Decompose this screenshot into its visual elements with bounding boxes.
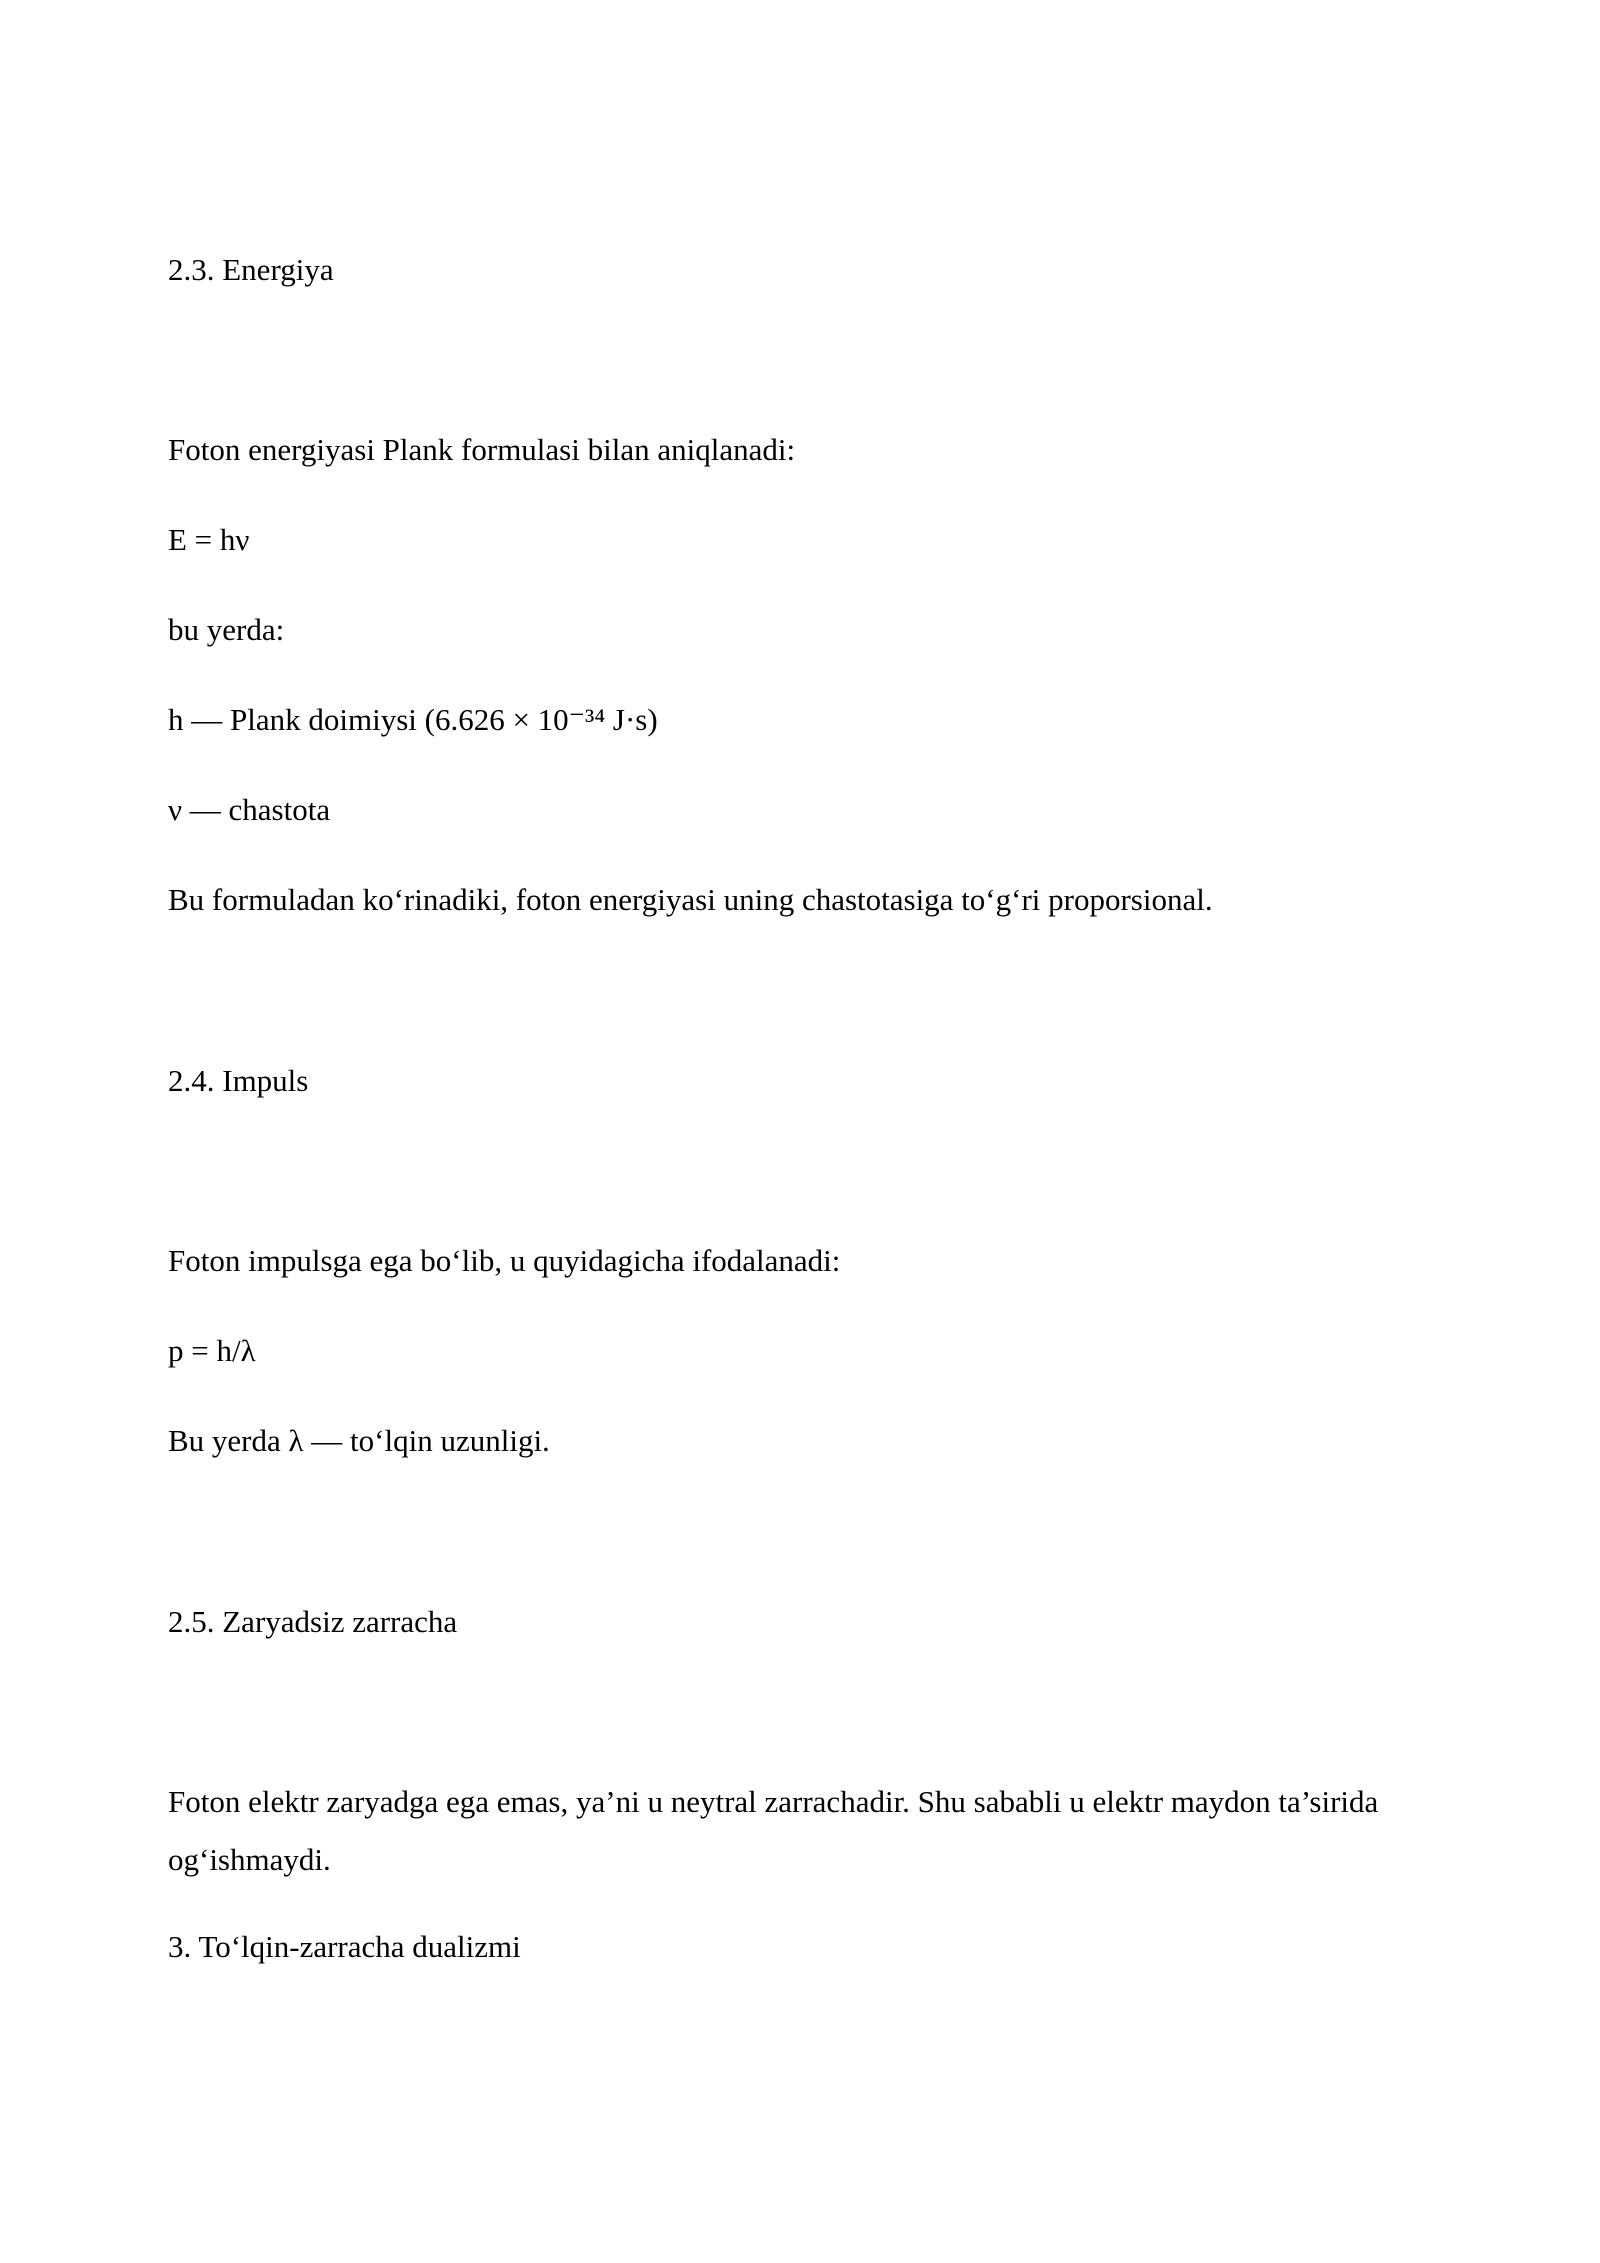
definition-wavelength: Bu yerda λ — to‘lqin uzunligi. bbox=[168, 1423, 550, 1458]
paragraph-energy-conclusion: Bu formuladan ko‘rinadiki, foton energiyasi uning chastotasiga to‘g‘ri proporsional. bbox=[168, 882, 1213, 917]
paragraph-energy-intro: Foton energiyasi Plank formulasi bilan aniqlanadi: bbox=[168, 432, 796, 467]
paragraph-impulse-intro: Foton impulsga ega bo‘lib, u quyidagicha ifodalanadi: bbox=[168, 1243, 841, 1278]
section-heading-energy: 2.3. Energiya bbox=[168, 252, 334, 287]
section-heading-duality: 3. To‘lqin-zarracha dualizmi bbox=[168, 1929, 521, 1964]
paragraph-where: bu yerda: bbox=[168, 612, 285, 647]
formula-energy: E = hν bbox=[168, 522, 250, 557]
definition-planck-constant: h — Plank doimiysi (6.626 × 10⁻³⁴ J·s) bbox=[168, 702, 658, 737]
definition-frequency: ν — chastota bbox=[168, 792, 331, 827]
section-heading-chargeless: 2.5. Zaryadsiz zarracha bbox=[168, 1604, 458, 1639]
paragraph-chargeless: Foton elektr zaryadga ega emas, ya’ni u neytral zarrachadir. Shu sababli u elektr maydon ta’sirida og‘ishmaydi. bbox=[168, 1784, 1379, 1877]
section-heading-impulse: 2.4. Impuls bbox=[168, 1063, 309, 1098]
formula-impulse: p = h/λ bbox=[168, 1333, 256, 1368]
